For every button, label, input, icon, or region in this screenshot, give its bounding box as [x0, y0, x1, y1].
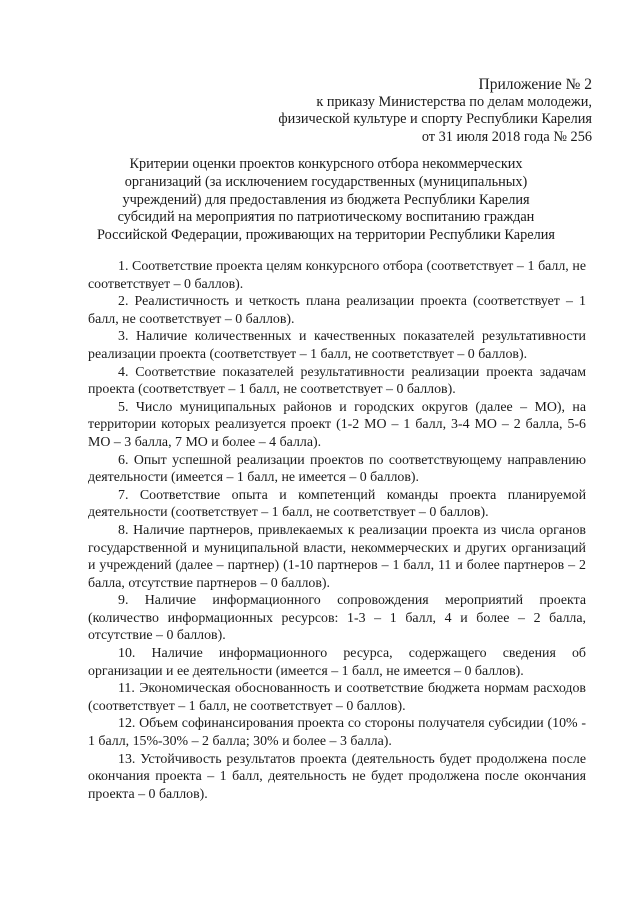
appendix-ministry-line: физической культуре и спорту Республики Карелия [278, 111, 592, 128]
criterion-item: 3. Наличие количественных и качественных показателей результативности реализации проекта (соответствует – 1 балл, не соответствует – 0 баллов). [88, 329, 586, 362]
criterion-item: 6. Опыт успешной реализации проектов по соответствующему направлению деятельности (имеется – 1 балл, не имеется – 0 баллов). [88, 452, 586, 486]
criterion-item: 11. Экономическая обоснованность и соответствие бюджета нормам расходов (соответствует – 1 балл, не соответствует – 0 баллов). [88, 681, 586, 714]
criterion-item: 12. Объем софинансирования проекта со стороны получателя субсидии (10% - 1 балл, 15%-30% – 2 балла; 30% и более – 3 балла). [88, 716, 586, 750]
criterion-item: 7. Соответствие опыта и компетенций команды проекта планируемой деятельности (соответствует – 1 балл, не соответствует – 0 баллов). [88, 487, 586, 521]
criterion-item: 10. Наличие информационного ресурса, содержащего сведения об организации и ее деятельности (имеется – 1 балл, не имеется – 0 баллов). [88, 646, 586, 679]
appendix-order-line: к приказу Министерства по делам молодежи, [316, 93, 592, 110]
criterion-item: 8. Наличие партнеров, привлекаемых к реализации проекта из числа органов государственной и муниципальной власти, некоммерческих и других организаций и учреждений (далее – партнер) (1-10 партнеров – 1 балл, 11 и более партнеров – 2 балла, отсутствие партнеров – 0 баллов). [88, 522, 586, 591]
criterion-item: 5. Число муниципальных районов и городских округов (далее – МО), на территории которых реализуется проект (1-2 МО – 1 балл, 3-4 МО – 2 балла, 5-6 МО – 3 балла, 7 МО и более – 4 балла). [88, 399, 586, 450]
criterion-item: 2. Реалистичность и четкость плана реализации проекта (соответствует – 1 балл, не соответствует – 0 баллов). [88, 294, 586, 327]
appendix-date-line: от 31 июля 2018 года № 256 [421, 128, 592, 145]
criterion-item: 9. Наличие информационного сопровождения мероприятий проекта (количество информационных ресурсов: 1-3 – 1 балл, 4 и более – 2 балла, отсутствие – 0 баллов). [88, 593, 586, 644]
appendix-number: Приложение № 2 [478, 76, 592, 93]
appendix-header [192, 76, 592, 146]
criteria-list [88, 258, 586, 803]
criterion-item: 4. Соответствие показателей результативности реализации проекта задачам проекта (соответствует – 1 балл, не соответствует – 0 баллов). [88, 364, 586, 398]
document-title: Критерии оценки проектов конкурсного отбора некоммерческих организаций (за исключением государственных (муниципальных) учреждений) для предоставления из бюджета Республики Карелия субсидий на мероприятия по патриотическому воспитанию граждан Российской Федерации, проживающих на территории Республики Карелия [97, 156, 555, 244]
criterion-item: 1. Соответствие проекта целям конкурсного отбора (соответствует – 1 балл, не соответствует – 0 баллов). [88, 259, 586, 292]
criterion-item: 13. Устойчивость результатов проекта (деятельность будет продолжена после окончания проекта – 1 балл, деятельность не будет продолжена после окончания проекта – 0 баллов). [88, 751, 586, 802]
